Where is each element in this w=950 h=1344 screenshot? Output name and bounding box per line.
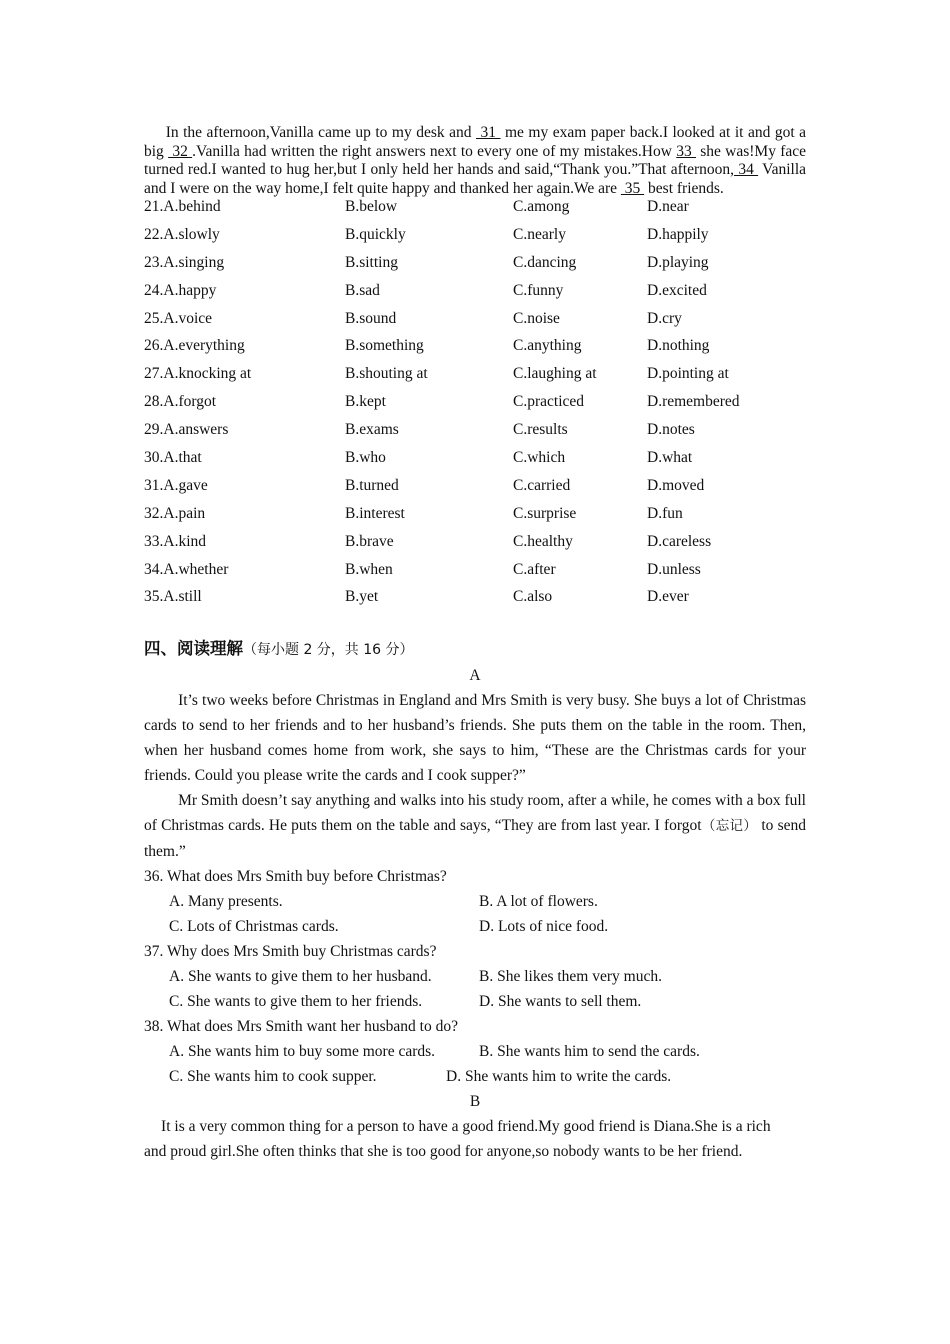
section-note: （每小题 2 分，共 16 分） — [243, 642, 414, 659]
option-b: B.sound — [345, 309, 397, 327]
option-c: C.surprise — [513, 504, 577, 522]
answer-a: A. Many presents. — [169, 893, 283, 911]
option-a: 28.A.forgot — [144, 393, 217, 411]
question-38: 38. What does Mrs Smith want her husband to do? — [144, 1018, 458, 1036]
option-row — [144, 505, 806, 533]
cloze-text: .Vanilla had written the right answers next to every one of my mistakes.How — [192, 142, 677, 160]
option-row — [144, 282, 806, 310]
option-row — [144, 393, 806, 421]
option-a: 24.A.happy — [144, 281, 217, 299]
option-row — [144, 533, 806, 561]
question-options — [144, 914, 806, 939]
option-a: 23.A.singing — [144, 253, 225, 271]
answer-a: A. She wants him to buy some more cards. — [169, 1043, 436, 1061]
option-b: B.sitting — [345, 253, 398, 271]
passage-b-paragraph-1: It is a very common thing for a person to have a good friend.My good friend is Diana.She is a rich and proud girl.She often thinks that she is too good for anyone,so nobody wants to be her friend. — [144, 1118, 771, 1161]
option-b: B.kept — [345, 393, 386, 411]
option-c: C.results — [513, 421, 568, 439]
option-d: D.careless — [647, 532, 712, 550]
option-b: B.something — [345, 337, 424, 355]
option-c: C.also — [513, 588, 553, 606]
option-c: C.healthy — [513, 532, 573, 550]
option-row — [144, 365, 806, 393]
cloze-passage-end — [144, 124, 806, 198]
option-d: D.fun — [647, 504, 683, 522]
question-options — [144, 989, 806, 1014]
option-row — [144, 226, 806, 254]
option-a: 32.A.pain — [144, 504, 206, 522]
cloze-text: Vanilla and I were on the way home,I felt quite happy and thanked her again.We are — [144, 161, 807, 197]
option-a: 33.A.kind — [144, 532, 206, 550]
cloze-text: In the afternoon,Vanilla came up to my desk and — [165, 124, 476, 141]
option-b: B.below — [345, 198, 398, 215]
option-row — [144, 198, 806, 226]
option-b: B.interest — [345, 504, 405, 522]
option-b: B.quickly — [345, 225, 406, 243]
option-row — [144, 310, 806, 338]
cloze-text: she was!My face turned red.I wanted to hug her,but I only held her hands and said,“Thank you.”That afternoon, — [144, 142, 807, 178]
option-a: 21.A.behind — [144, 198, 221, 215]
option-c: C.which — [513, 449, 566, 467]
answer-b: B. She wants him to send the cards. — [479, 1043, 700, 1061]
question-options — [144, 889, 806, 914]
cloze-text: me my exam paper back.I looked at it and got a big — [144, 124, 807, 160]
option-row — [144, 588, 806, 616]
option-d: D.excited — [647, 281, 707, 299]
option-b: B.who — [345, 449, 386, 467]
passage-a-label: A — [469, 667, 481, 685]
question-options — [144, 964, 806, 989]
option-a: 27.A.knocking at — [144, 365, 252, 383]
option-b: B.sad — [345, 281, 380, 299]
option-d: D.unless — [647, 560, 701, 578]
option-row — [144, 477, 806, 505]
option-c: C.laughing at — [513, 365, 597, 383]
option-b: B.brave — [345, 532, 394, 550]
option-row — [144, 449, 806, 477]
option-c: C.dancing — [513, 253, 577, 271]
option-a: 30.A.that — [144, 449, 202, 467]
question-options — [144, 1039, 806, 1064]
option-a: 25.A.voice — [144, 309, 213, 327]
answer-d: D. She wants him to write the cards. — [446, 1068, 672, 1086]
option-row — [144, 421, 806, 449]
option-a: 26.A.everything — [144, 337, 245, 355]
answer-d: D. She wants to sell them. — [479, 993, 642, 1011]
blank-31: 31 — [476, 124, 501, 141]
option-row — [144, 254, 806, 282]
answer-c: C. She wants to give them to her friends. — [169, 993, 423, 1011]
option-row — [144, 337, 806, 365]
option-d: D.ever — [647, 588, 689, 606]
option-row — [144, 561, 806, 589]
blank-34: 34 — [734, 161, 759, 178]
gloss-text: （忘记） — [701, 818, 758, 835]
question-options — [144, 1064, 806, 1089]
cloze-options — [144, 198, 806, 616]
option-a: 31.A.gave — [144, 476, 208, 494]
option-d: D.what — [647, 449, 693, 467]
passage-a-paragraph-1: It’s two weeks before Christmas in England and Mrs Smith is very busy. She buys a lot of Christmas cards to send to her friends and to her husband’s friends. She puts them on the table in the room. Then, when her husband comes home from work, she says to him, “These are the Christmas cards for your friends. Could you please write the cards and I cook supper?” — [144, 692, 806, 785]
option-b: B.yet — [345, 588, 379, 606]
option-b: B.when — [345, 560, 393, 578]
option-c: C.among — [513, 198, 570, 215]
option-d: D.happily — [647, 225, 709, 243]
option-d: D.near — [647, 198, 689, 215]
exam-page — [144, 124, 806, 1164]
blank-32: 32 — [168, 142, 193, 160]
option-c: C.practiced — [513, 393, 585, 411]
option-d: D.playing — [647, 253, 709, 271]
option-c: C.carried — [513, 476, 571, 494]
question-36: 36. What does Mrs Smith buy before Christmas? — [144, 868, 447, 886]
option-c: C.after — [513, 560, 556, 578]
passage-b-label: B — [469, 1093, 481, 1111]
option-a: 35.A.still — [144, 588, 202, 606]
answer-c: C. She wants him to cook supper. — [169, 1068, 377, 1086]
option-b: B.exams — [345, 421, 399, 439]
option-d: D.remembered — [647, 393, 740, 411]
passage-a-paragraph-2 — [144, 788, 806, 864]
option-a: 22.A.slowly — [144, 225, 220, 243]
option-b: B.shouting at — [345, 365, 428, 383]
option-c: C.nearly — [513, 225, 566, 243]
option-b: B.turned — [345, 476, 399, 494]
option-d: D.moved — [647, 476, 705, 494]
answer-c: C. Lots of Christmas cards. — [169, 918, 339, 936]
option-c: C.noise — [513, 309, 560, 327]
option-d: D.notes — [647, 421, 695, 439]
answer-b: B. She likes them very much. — [479, 968, 662, 986]
option-a: 29.A.answers — [144, 421, 229, 439]
answer-a: A. She wants to give them to her husband. — [169, 968, 432, 986]
section-title: 四、阅读理解 — [144, 639, 243, 659]
option-d: D.nothing — [647, 337, 710, 355]
section-heading — [144, 636, 806, 663]
cloze-text: best friends. — [644, 179, 724, 197]
option-c: C.funny — [513, 281, 564, 299]
paragraph-text: Mr Smith doesn’t say anything and walks into his study room, after a while, he comes with a box full of Christmas cards. He puts them on the table and says, “They are from last year. I forgot — [144, 792, 806, 835]
answer-d: D. Lots of nice food. — [479, 918, 609, 936]
paragraph-text: to send them.” — [144, 817, 807, 861]
question-37: 37. Why does Mrs Smith buy Christmas cards? — [144, 943, 437, 961]
option-a: 34.A.whether — [144, 560, 229, 578]
blank-33: 33 — [676, 142, 696, 160]
option-d: D.pointing at — [647, 365, 729, 383]
answer-b: B. A lot of flowers. — [479, 893, 598, 911]
option-d: D.cry — [647, 309, 682, 327]
option-c: C.anything — [513, 337, 582, 355]
blank-35: 35 — [620, 179, 645, 197]
